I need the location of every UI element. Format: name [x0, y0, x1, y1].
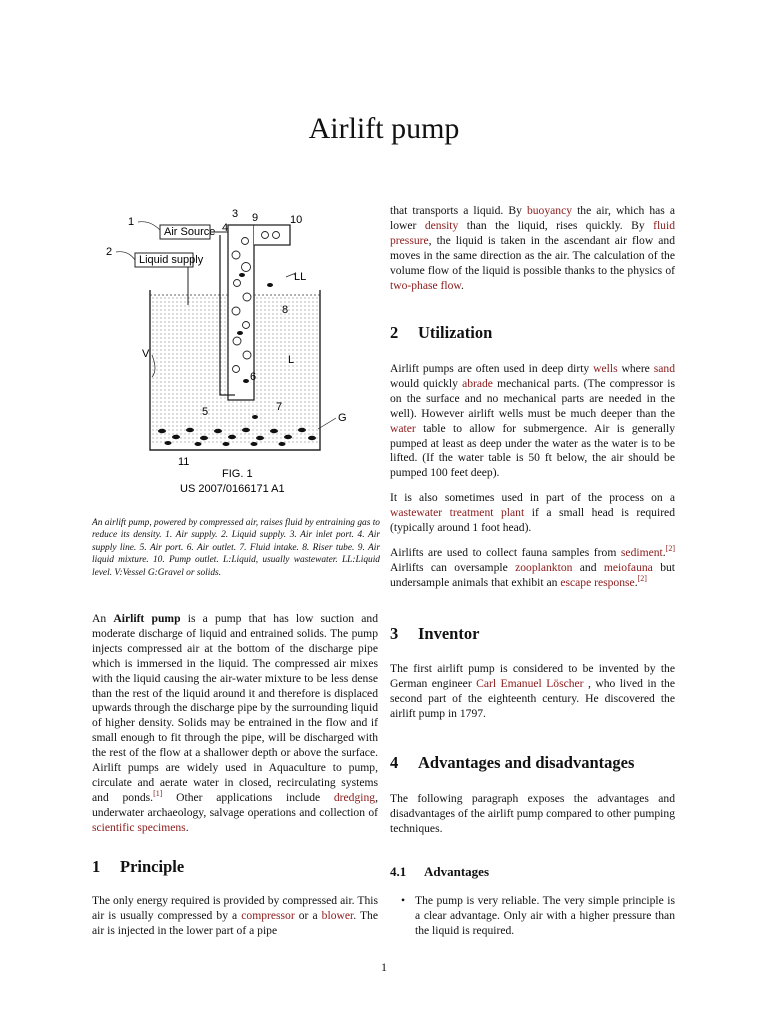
- patent-number: US 2007/0166171 A1: [180, 483, 285, 495]
- label-5: 5: [202, 406, 209, 418]
- label-8: 8: [282, 304, 289, 316]
- link-escape-response[interactable]: escape response: [560, 575, 635, 589]
- term-airlift-pump: Airlift pump: [113, 612, 181, 625]
- label-ll: LL: [294, 271, 307, 283]
- link-sediment[interactable]: sediment: [620, 545, 663, 559]
- link-buoyancy[interactable]: buoyancy: [526, 204, 573, 217]
- link-fluid-pressure[interactable]: fluid pressure: [390, 218, 675, 247]
- airlift-pump-diagram: [100, 205, 370, 505]
- link-two-phase-flow[interactable]: two-phase flow: [390, 278, 462, 292]
- label-10: 10: [290, 214, 303, 226]
- link-scientific-specimens[interactable]: scientific specimens: [92, 820, 186, 834]
- utilization-text: Airlift pumps are often used in deep dirty wells where sand would quickly abrade mechanical parts. (The compressor is on the surface and no mechanical parts are needed in the well). However airlift wells must be much deeper than the water table to allow for submergence. Air is generally pumped at least as deep under the water as the water is to be lifted. (If the water table is 50 ft below, the air should be pumped 100 feet deep). It is also sometimes used in part of the process on a wastewater treatment plant if a small head is required (typically around 1 foot head). Airlifts are used to collect fauna samples from sediment.[2] Airlifts can oversample zooplankton and meiofauna but undersample animals that exhibit an escape response.[2]: [390, 362, 676, 589]
- link-abrade[interactable]: abrade: [462, 376, 493, 390]
- pump-outlet-pipe: [254, 225, 290, 245]
- page-title: Airlift pump: [308, 112, 460, 145]
- section-advantages-heading: 4 Advantages and disadvantages: [390, 753, 635, 772]
- subsection-advantages-heading: 4.1 Advantages: [390, 864, 490, 879]
- figure-caption: An airlift pump, powered by compressed air, raises fluid by entraining gas to reduce its density. 1. Air supply. 2. Liquid supply. 3. Air inlet port. 4. Air supply line. 5. Air port. 6. Air outlet. 7. Fluid intake. 8. Riser tube. 9. Air liquid mixture. 10. Pump outlet. L:Liquid, usually wastewater. LL:Liquid level. V:Vessel G:Gravel or solids.: [92, 518, 380, 578]
- principle-text-right: that transports a liquid. By buoyancy the air, which has a lower density than the liquid, rises quickly. By fluid pressure, the liquid is taken in the ascendant air flow and moves in the same direction as the air. The calculation of the volume flow of the liquid is possible thanks to the physics of two-phase flow.: [390, 204, 675, 292]
- left-column: [92, 612, 378, 846]
- section-principle-heading: 1 Principle: [92, 857, 185, 876]
- link-sand[interactable]: sand: [653, 362, 675, 375]
- label-l: L: [288, 354, 295, 366]
- section-utilization-heading: 2 Utilization: [390, 323, 493, 342]
- inventor-text: The first airlift pump is considered to be invented by the German engineer Carl Emanuel Löscher , who lived in the second part of the eighteenth century. He discovered the airlift pump in 1797.: [390, 662, 675, 720]
- ref-2b-link[interactable]: [2]: [637, 573, 647, 583]
- label-3: 3: [232, 208, 239, 220]
- intro-paragraph: An Airlift pump is a pump that has low suction and moderate discharge of liquid and entrained solids. The pump injects compressed air at the bottom of the discharge pipe which is immersed in the liquid. The compressed air mixes with the liquid causing the air-water mixture to be less dense than the rest of the liquid around it and therefore is displaced upwards through the discharge pipe by the surrounding liquid of higher density. Solids may be entrained in the flow and if small enough to fit through the pipe, will be discharged with the rest of the flow at a shallower depth or above the surface. Airlift pumps are widely used in Aquaculture to pump, circulate and aerate water in closed, recirculating systems and ponds.[1] Other applications include dredging, underwater archaeology, salvage operations and collection of scientific specimens.: [92, 612, 378, 834]
- link-density[interactable]: density: [424, 218, 459, 232]
- label-g: G: [338, 412, 347, 424]
- label-v: V: [142, 348, 150, 360]
- link-wastewater-treatment-plant[interactable]: wastewater treatment plant: [390, 506, 525, 520]
- ref-2a-link[interactable]: [2]: [665, 544, 675, 554]
- label-2: 2: [106, 246, 113, 258]
- advantages-intro: The following paragraph exposes the advantages and disadvantages of the airlift pump compared to other pumping techniques.: [390, 792, 675, 835]
- label-9: 9: [252, 212, 259, 224]
- link-dredging[interactable]: dredging: [333, 790, 376, 804]
- link-blower[interactable]: blower: [321, 908, 354, 922]
- principle-text-left: The only energy required is provided by compressed air. This air is usually compressed by a compressor or a blower. The air is injected in the lower part of a pipe: [92, 894, 379, 937]
- label-11: 11: [178, 456, 190, 468]
- advantages-list: [390, 894, 675, 939]
- label-4: 4: [222, 222, 229, 234]
- link-zooplankton[interactable]: zooplankton: [515, 560, 573, 574]
- label-1: 1: [128, 216, 135, 228]
- label-6: 6: [250, 371, 257, 383]
- link-wells[interactable]: wells: [593, 362, 618, 375]
- link-compressor[interactable]: compressor: [241, 908, 295, 922]
- ref-1-link[interactable]: [1]: [153, 789, 163, 799]
- air-source-label: Air Source: [164, 226, 216, 238]
- section-inventor-heading: 3 Inventor: [390, 624, 480, 643]
- label-7: 7: [276, 401, 283, 413]
- liquid-supply-label: Liquid supply: [139, 254, 204, 266]
- link-meiofauna[interactable]: meiofauna: [603, 560, 653, 574]
- list-item: • The pump is very reliable. The very simple principle is a clear advantage. Only air with a higher pressure than the liquid is required.: [390, 894, 675, 939]
- page-number: 1: [381, 960, 387, 974]
- link-carl-emanuel-loscher[interactable]: Carl Emanuel Löscher: [476, 676, 584, 690]
- figure-number: FIG. 1: [222, 468, 253, 480]
- link-water[interactable]: water: [390, 421, 416, 435]
